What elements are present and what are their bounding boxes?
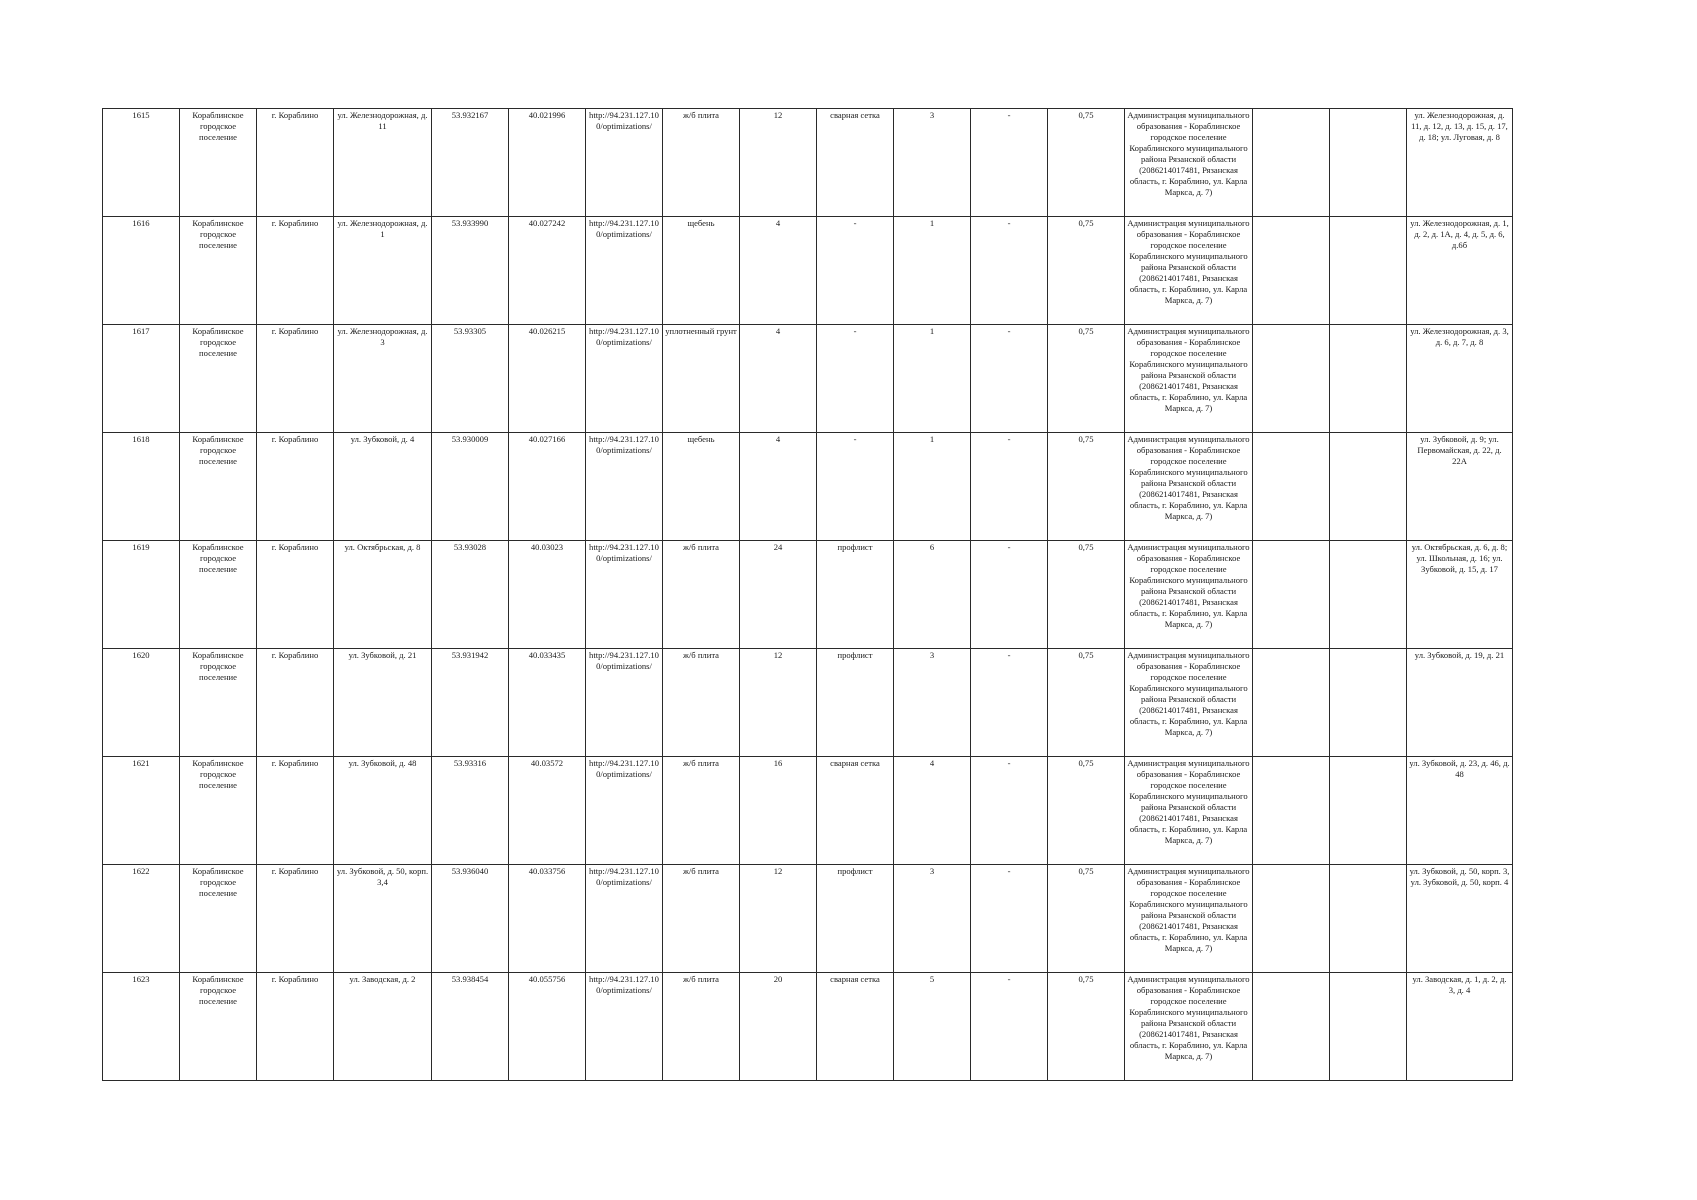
surface-cell: ж/б плита	[663, 109, 740, 217]
container-count-cell: 3	[894, 649, 971, 757]
settlement-cell: Кораблинское городское поселение	[180, 649, 257, 757]
city-cell: г. Кораблино	[257, 649, 334, 757]
container-volume-cell: 0,75	[1048, 433, 1125, 541]
container-count-cell: 1	[894, 325, 971, 433]
site-number-cell: 1619	[103, 541, 180, 649]
container-volume-cell: 0,75	[1048, 109, 1125, 217]
container-volume-cell: 0,75	[1048, 541, 1125, 649]
map-link-cell: http://94.231.127.10 0/optimizations/	[586, 757, 663, 865]
settlement-cell: Кораблинское городское поселение	[180, 217, 257, 325]
planned-containers-cell: -	[971, 973, 1048, 1081]
empty-cell-b	[1330, 865, 1407, 973]
waste-sources-cell: ул. Октябрьская, д. 6, д. 8; ул. Школьная, д. 16; ул. Зубковой, д. 15, д. 17	[1407, 541, 1513, 649]
waste-sources-cell: ул. Железнодорожная, д. 3, д. 6, д. 7, д. 8	[1407, 325, 1513, 433]
empty-cell-a	[1253, 649, 1330, 757]
waste-sources-cell: ул. Железнодорожная, д. 11, д. 12, д. 13, д. 15, д. 17, д. 18; ул. Луговая, д. 8	[1407, 109, 1513, 217]
fence-cell: профлист	[817, 865, 894, 973]
container-volume-cell: 0,75	[1048, 757, 1125, 865]
planned-containers-cell: -	[971, 649, 1048, 757]
longitude-cell: 40.021996	[509, 109, 586, 217]
site-number-cell: 1616	[103, 217, 180, 325]
map-link-cell: http://94.231.127.10 0/optimizations/	[586, 217, 663, 325]
container-volume-cell: 0,75	[1048, 325, 1125, 433]
waste-sources-cell: ул. Зубковой, д. 50, корп. 3, ул. Зубковой, д. 50, корп. 4	[1407, 865, 1513, 973]
container-count-cell: 6	[894, 541, 971, 649]
latitude-cell: 53.933990	[432, 217, 509, 325]
planned-containers-cell: -	[971, 109, 1048, 217]
fence-cell: профлист	[817, 649, 894, 757]
planned-containers-cell: -	[971, 757, 1048, 865]
area-cell: 12	[740, 109, 817, 217]
address-cell: ул. Зубковой, д. 4	[334, 433, 432, 541]
owner-cell: Администрация муниципального образования - Кораблинское городское поселение Кораблинского муниципального района Рязанской области (2086214017481, Рязанская область, г. Кораблино, ул. Карла Маркса, д. 7)	[1125, 217, 1253, 325]
address-cell: ул. Железнодорожная, д. 11	[334, 109, 432, 217]
address-cell: ул. Зубковой, д. 50, корп. 3,4	[334, 865, 432, 973]
latitude-cell: 53.932167	[432, 109, 509, 217]
table-row	[103, 109, 1513, 217]
latitude-cell: 53.931942	[432, 649, 509, 757]
empty-cell-b	[1330, 541, 1407, 649]
container-count-cell: 5	[894, 973, 971, 1081]
longitude-cell: 40.027166	[509, 433, 586, 541]
latitude-cell: 53.936040	[432, 865, 509, 973]
table-row	[103, 325, 1513, 433]
area-cell: 16	[740, 757, 817, 865]
waste-sources-cell: ул. Заводская, д. 1, д. 2, д. 3, д. 4	[1407, 973, 1513, 1081]
container-volume-cell: 0,75	[1048, 973, 1125, 1081]
fence-cell: -	[817, 433, 894, 541]
owner-cell: Администрация муниципального образования - Кораблинское городское поселение Кораблинского муниципального района Рязанской области (2086214017481, Рязанская область, г. Кораблино, ул. Карла Маркса, д. 7)	[1125, 973, 1253, 1081]
longitude-cell: 40.027242	[509, 217, 586, 325]
area-cell: 4	[740, 217, 817, 325]
site-number-cell: 1623	[103, 973, 180, 1081]
settlement-cell: Кораблинское городское поселение	[180, 541, 257, 649]
empty-cell-a	[1253, 973, 1330, 1081]
latitude-cell: 53.93305	[432, 325, 509, 433]
empty-cell-a	[1253, 757, 1330, 865]
owner-cell: Администрация муниципального образования - Кораблинское городское поселение Кораблинского муниципального района Рязанской области (2086214017481, Рязанская область, г. Кораблино, ул. Карла Маркса, д. 7)	[1125, 109, 1253, 217]
settlement-cell: Кораблинское городское поселение	[180, 865, 257, 973]
area-cell: 24	[740, 541, 817, 649]
city-cell: г. Кораблино	[257, 217, 334, 325]
table-row	[103, 649, 1513, 757]
fence-cell: профлист	[817, 541, 894, 649]
longitude-cell: 40.055756	[509, 973, 586, 1081]
settlement-cell: Кораблинское городское поселение	[180, 757, 257, 865]
empty-cell-b	[1330, 109, 1407, 217]
fence-cell: сварная сетка	[817, 973, 894, 1081]
map-link-cell: http://94.231.127.10 0/optimizations/	[586, 541, 663, 649]
owner-cell: Администрация муниципального образования - Кораблинское городское поселение Кораблинского муниципального района Рязанской области (2086214017481, Рязанская область, г. Кораблино, ул. Карла Маркса, д. 7)	[1125, 649, 1253, 757]
container-volume-cell: 0,75	[1048, 865, 1125, 973]
fence-cell: -	[817, 325, 894, 433]
waste-sources-cell: ул. Зубковой, д. 19, д. 21	[1407, 649, 1513, 757]
empty-cell-b	[1330, 973, 1407, 1081]
container-count-cell: 3	[894, 109, 971, 217]
site-number-cell: 1617	[103, 325, 180, 433]
waste-sources-cell: ул. Железнодорожная, д. 1, д. 2, д. 1А, д. 4, д. 5, д. 6, д.6б	[1407, 217, 1513, 325]
fence-cell: -	[817, 217, 894, 325]
surface-cell: ж/б плита	[663, 973, 740, 1081]
site-number-cell: 1615	[103, 109, 180, 217]
empty-cell-b	[1330, 217, 1407, 325]
area-cell: 20	[740, 973, 817, 1081]
empty-cell-b	[1330, 325, 1407, 433]
container-count-cell: 1	[894, 217, 971, 325]
site-number-cell: 1621	[103, 757, 180, 865]
fence-cell: сварная сетка	[817, 757, 894, 865]
empty-cell-a	[1253, 865, 1330, 973]
settlement-cell: Кораблинское городское поселение	[180, 325, 257, 433]
longitude-cell: 40.026215	[509, 325, 586, 433]
empty-cell-a	[1253, 217, 1330, 325]
area-cell: 4	[740, 325, 817, 433]
planned-containers-cell: -	[971, 217, 1048, 325]
table-row	[103, 433, 1513, 541]
map-link-cell: http://94.231.127.10 0/optimizations/	[586, 109, 663, 217]
table-row	[103, 865, 1513, 973]
latitude-cell: 53.93316	[432, 757, 509, 865]
empty-cell-a	[1253, 325, 1330, 433]
planned-containers-cell: -	[971, 325, 1048, 433]
empty-cell-b	[1330, 649, 1407, 757]
latitude-cell: 53.938454	[432, 973, 509, 1081]
site-number-cell: 1618	[103, 433, 180, 541]
city-cell: г. Кораблино	[257, 433, 334, 541]
city-cell: г. Кораблино	[257, 865, 334, 973]
city-cell: г. Кораблино	[257, 757, 334, 865]
longitude-cell: 40.03023	[509, 541, 586, 649]
map-link-cell: http://94.231.127.10 0/optimizations/	[586, 433, 663, 541]
settlement-cell: Кораблинское городское поселение	[180, 973, 257, 1081]
planned-containers-cell: -	[971, 433, 1048, 541]
waste-sources-cell: ул. Зубковой, д. 9; ул. Первомайская, д. 22, д. 22А	[1407, 433, 1513, 541]
waste-site-registry-table	[102, 108, 1513, 1081]
city-cell: г. Кораблино	[257, 973, 334, 1081]
site-number-cell: 1622	[103, 865, 180, 973]
site-number-cell: 1620	[103, 649, 180, 757]
waste-sources-cell: ул. Зубковой, д. 23, д. 46, д. 48	[1407, 757, 1513, 865]
settlement-cell: Кораблинское городское поселение	[180, 109, 257, 217]
empty-cell-a	[1253, 109, 1330, 217]
empty-cell-a	[1253, 541, 1330, 649]
address-cell: ул. Зубковой, д. 48	[334, 757, 432, 865]
owner-cell: Администрация муниципального образования - Кораблинское городское поселение Кораблинского муниципального района Рязанской области (2086214017481, Рязанская область, г. Кораблино, ул. Карла Маркса, д. 7)	[1125, 865, 1253, 973]
address-cell: ул. Заводская, д. 2	[334, 973, 432, 1081]
container-volume-cell: 0,75	[1048, 649, 1125, 757]
table-row	[103, 973, 1513, 1081]
empty-cell-b	[1330, 757, 1407, 865]
owner-cell: Администрация муниципального образования - Кораблинское городское поселение Кораблинского муниципального района Рязанской области (2086214017481, Рязанская область, г. Кораблино, ул. Карла Маркса, д. 7)	[1125, 325, 1253, 433]
longitude-cell: 40.033435	[509, 649, 586, 757]
container-count-cell: 4	[894, 757, 971, 865]
surface-cell: ж/б плита	[663, 541, 740, 649]
longitude-cell: 40.03572	[509, 757, 586, 865]
map-link-cell: http://94.231.127.10 0/optimizations/	[586, 325, 663, 433]
area-cell: 4	[740, 433, 817, 541]
surface-cell: уплотненный грунт	[663, 325, 740, 433]
table-row	[103, 217, 1513, 325]
surface-cell: ж/б плита	[663, 757, 740, 865]
longitude-cell: 40.033756	[509, 865, 586, 973]
owner-cell: Администрация муниципального образования - Кораблинское городское поселение Кораблинского муниципального района Рязанской области (2086214017481, Рязанская область, г. Кораблино, ул. Карла Маркса, д. 7)	[1125, 757, 1253, 865]
owner-cell: Администрация муниципального образования - Кораблинское городское поселение Кораблинского муниципального района Рязанской области (2086214017481, Рязанская область, г. Кораблино, ул. Карла Маркса, д. 7)	[1125, 541, 1253, 649]
empty-cell-a	[1253, 433, 1330, 541]
table-row	[103, 541, 1513, 649]
container-count-cell: 3	[894, 865, 971, 973]
planned-containers-cell: -	[971, 541, 1048, 649]
empty-cell-b	[1330, 433, 1407, 541]
owner-cell: Администрация муниципального образования - Кораблинское городское поселение Кораблинского муниципального района Рязанской области (2086214017481, Рязанская область, г. Кораблино, ул. Карла Маркса, д. 7)	[1125, 433, 1253, 541]
planned-containers-cell: -	[971, 865, 1048, 973]
settlement-cell: Кораблинское городское поселение	[180, 433, 257, 541]
map-link-cell: http://94.231.127.10 0/optimizations/	[586, 973, 663, 1081]
map-link-cell: http://94.231.127.10 0/optimizations/	[586, 649, 663, 757]
city-cell: г. Кораблино	[257, 325, 334, 433]
container-volume-cell: 0,75	[1048, 217, 1125, 325]
container-count-cell: 1	[894, 433, 971, 541]
address-cell: ул. Железнодорожная, д. 3	[334, 325, 432, 433]
fence-cell: сварная сетка	[817, 109, 894, 217]
city-cell: г. Кораблино	[257, 109, 334, 217]
surface-cell: щебень	[663, 217, 740, 325]
city-cell: г. Кораблино	[257, 541, 334, 649]
surface-cell: ж/б плита	[663, 865, 740, 973]
map-link-cell: http://94.231.127.10 0/optimizations/	[586, 865, 663, 973]
table-row	[103, 757, 1513, 865]
latitude-cell: 53.930009	[432, 433, 509, 541]
surface-cell: ж/б плита	[663, 649, 740, 757]
address-cell: ул. Октябрьская, д. 8	[334, 541, 432, 649]
area-cell: 12	[740, 865, 817, 973]
latitude-cell: 53.93028	[432, 541, 509, 649]
address-cell: ул. Зубковой, д. 21	[334, 649, 432, 757]
surface-cell: щебень	[663, 433, 740, 541]
address-cell: ул. Железнодорожная, д. 1	[334, 217, 432, 325]
area-cell: 12	[740, 649, 817, 757]
